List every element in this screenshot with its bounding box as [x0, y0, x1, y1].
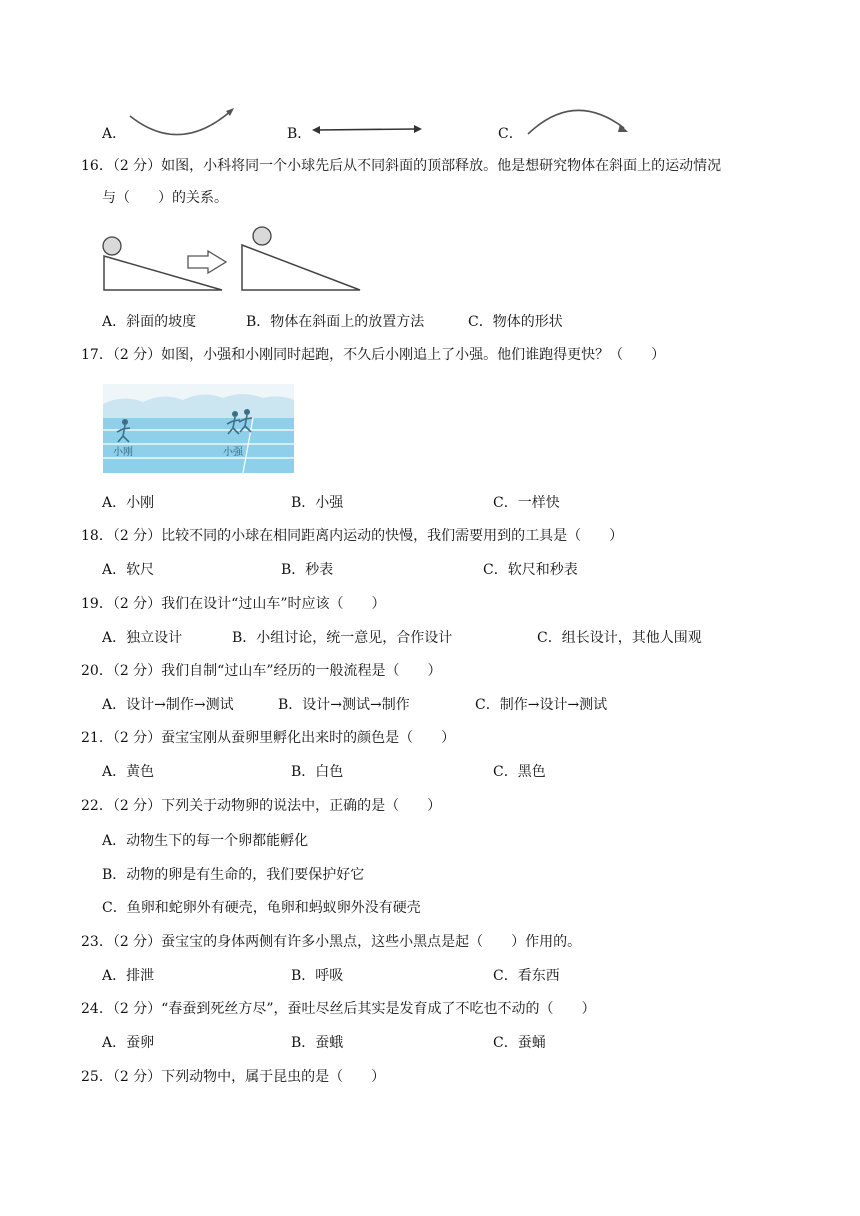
q23-stem: 23．（2 分）蚕宝宝的身体两侧有许多小黑点，这些小黑点是起（ ）作用的。: [81, 934, 582, 950]
q16-slope-figure: [102, 226, 362, 294]
q19-stem: 19．（2 分）我们在设计“过山车”时应该（ ）: [81, 596, 386, 612]
q18-option-c: C．软尺和秒表: [483, 562, 578, 578]
q18-stem: 18．（2 分）比较不同的小球在相同距离内运动的快慢，我们需要用到的工具是（ ）: [81, 528, 624, 544]
q20-option-c: C．制作→设计→测试: [475, 697, 608, 713]
q24-stem: 24．（2 分）“春蚕到死丝方尽”，蚕吐尽丝后其实是发育成了不吃也不动的（ ）: [81, 1001, 596, 1017]
q23-option-b: B．呼吸: [291, 968, 344, 984]
q23-option-a: A．排泄: [102, 968, 155, 984]
q20-option-a: A．设计→制作→测试: [102, 697, 234, 713]
q16-stem-continued: 与（ ）的关系。: [102, 190, 228, 206]
q17-stem: 17．（2 分）如图，小强和小刚同时起跑，不久后小刚追上了小强。他们谁跑得更快？（ ）: [81, 347, 666, 363]
q17-running-track-figure: [103, 384, 295, 474]
q24-option-b: B．蚕蛾: [291, 1035, 344, 1051]
q16-option-a: A．斜面的坡度: [102, 314, 197, 330]
q21-stem: 21．（2 分）蚕宝宝刚从蚕卵里孵化出来时的颜色是（ ）: [81, 730, 456, 746]
q17-figure-label-xiaoqiang: 小强: [223, 447, 243, 458]
q22-option-a: A．动物生下的每一个卵都能孵化: [102, 833, 309, 849]
q18-option-a: A．软尺: [102, 562, 155, 578]
q21-option-b: B．白色: [291, 764, 344, 780]
q16-option-c: C．物体的形状: [468, 314, 563, 330]
q17-figure-label-xiaogang: 小刚: [113, 447, 133, 458]
q21-option-a: A．黄色: [102, 764, 155, 780]
q15-option-b-line-figure: [312, 124, 424, 136]
q17-option-b: B．小强: [291, 495, 344, 511]
q20-option-b: B．设计→测试→制作: [278, 697, 410, 713]
q22-stem: 22．（2 分）下列关于动物卵的说法中，正确的是（ ）: [81, 798, 442, 814]
q21-option-c: C．黑色: [493, 764, 546, 780]
q15-option-a-curve-figure: [128, 104, 238, 140]
q17-option-a: A．小刚: [102, 495, 155, 511]
q15-option-c-arc-figure: [524, 104, 634, 140]
q24-option-c: C．蚕蛹: [493, 1035, 546, 1051]
q23-option-c: C．看东西: [493, 968, 560, 984]
q22-option-b: B．动物的卵是有生命的，我们要保护好它: [102, 867, 365, 883]
q15-option-c-letter: C．: [498, 126, 523, 142]
q19-option-c: C．组长设计，其他人围观: [537, 630, 702, 646]
q22-option-c: C．鱼卵和蛇卵外有硬壳，龟卵和蚂蚁卵外没有硬壳: [102, 900, 421, 916]
q15-option-a-letter: A．: [102, 126, 127, 142]
q16-option-b: B．物体在斜面上的放置方法: [246, 314, 425, 330]
q16-stem: 16．（2 分）如图，小科将同一个小球先后从不同斜面的顶部释放。他是想研究物体在斜面上的运动情况: [81, 158, 722, 174]
q18-option-b: B．秒表: [281, 562, 334, 578]
q19-option-a: A．独立设计: [102, 630, 183, 646]
q24-option-a: A．蚕卵: [102, 1035, 155, 1051]
q20-stem: 20．（2 分）我们自制“过山车”经历的一般流程是（ ）: [81, 663, 442, 679]
q17-option-c: C．一样快: [493, 495, 560, 511]
q25-stem: 25．（2 分）下列动物中，属于昆虫的是（ ）: [81, 1069, 386, 1085]
q15-option-b-letter: B．: [287, 126, 312, 142]
q19-option-b: B．小组讨论，统一意见，合作设计: [232, 630, 453, 646]
